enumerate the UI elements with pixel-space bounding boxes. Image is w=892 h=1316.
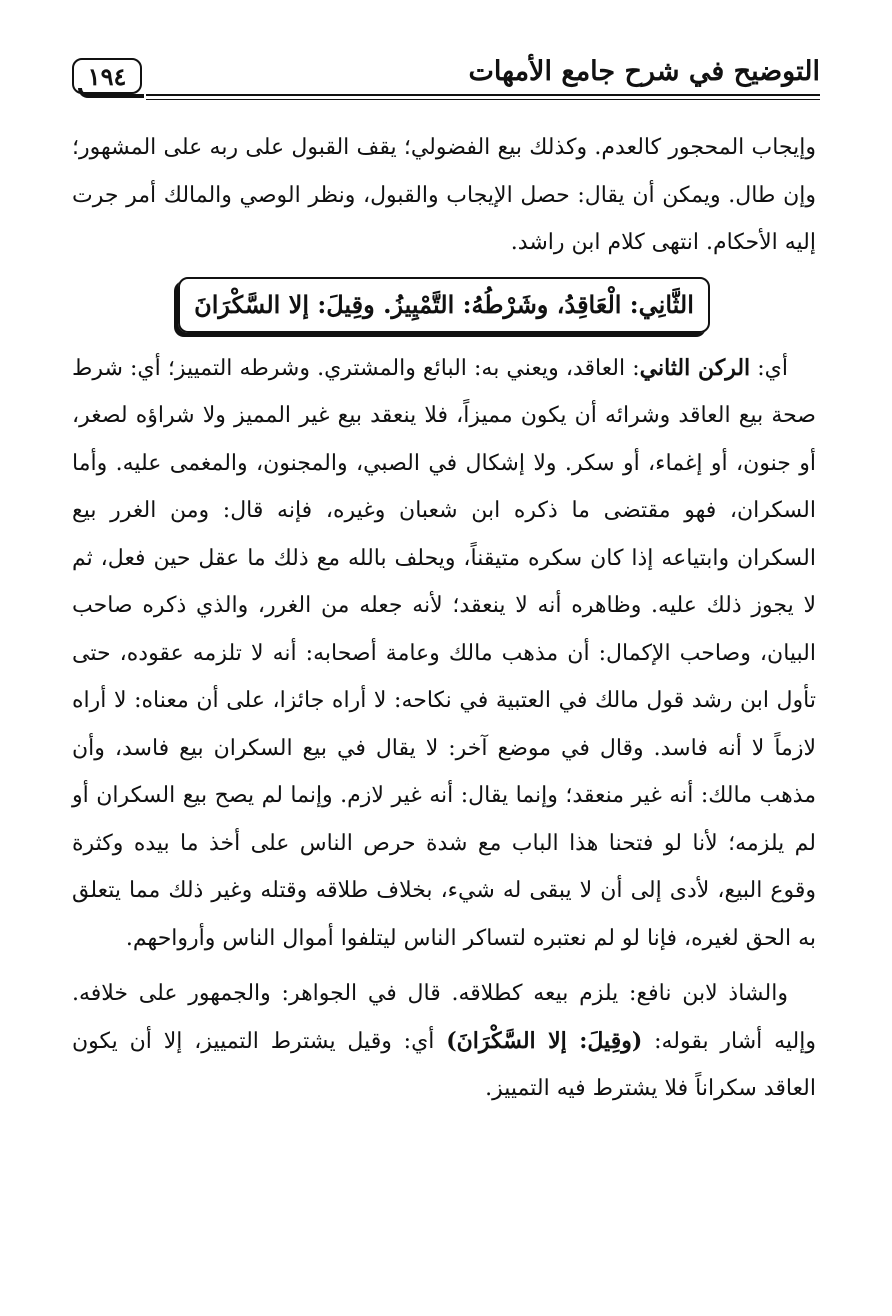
paragraph-3-b: أي: وقيل يشترط التمييز، إلا أن يكون العاقد سكراناً فلا يشترط فيه التمييز. — [72, 1028, 816, 1101]
paragraph-3-quote: (وقِيلَ: إلا السَّكْرَانَ) — [446, 1027, 643, 1054]
paragraph-3-a: والشاذ لابن نافع: يلزم بيعه كطلاقه. قال في الجواهر: والجمهور على خلافه. وإليه أشار بقوله: — [72, 981, 816, 1054]
book-title: التوضيح في شرح جامع الأمهات — [468, 56, 820, 87]
header-rule — [146, 94, 820, 96]
paragraph-2 — [72, 345, 816, 963]
matn-heading: الثَّانِي: الْعَاقِدُ، وشَرْطُهُ: التَّمْيِيزُ. وقِيلَ: إلا السَّكْرَانَ — [178, 277, 710, 333]
matn-container — [72, 277, 816, 333]
paragraph-1: وإيجاب المحجور كالعدم. وكذلك بيع الفضولي؛ يقف القبول على ربه على المشهور؛ وإن طال. ويمكن أن يقال: حصل الإيجاب والقبول، ونظر الوصي والمالك أمر جرت إليه الأحكام. انتهى كلام ابن راشد. — [72, 135, 816, 255]
page-content — [72, 124, 816, 1113]
page-number: ١٩٤ — [72, 58, 142, 94]
paragraph-2-lead: أي: — [750, 355, 788, 381]
header-rule-thin — [146, 99, 820, 100]
paragraph-2-bold: الركن الثاني — [639, 354, 751, 381]
paragraph-2-rest: : العاقد، ويعني به: البائع والمشتري. وشرطه التمييز؛ أي: شرط صحة بيع العاقد وشرائه أن يكون مميزاً، فلا ينعقد بيع غير المميز ولا شراؤه لصغر، أو جنون، أو إغماء، أو سكر. ولا إشكال في الصبي، والمجنون، والمغمى عليه. وأما السكران، فهو مقتضى ما ذكره ابن شعبان وغيره، فإنه قال: ومن الغرر بيع السكران وابتياعه إذا كان سكره متيقناً، ويحلف بالله مع ذلك ما عقل حين فعل، ثم لا يجوز ذلك عليه. وظاهره أنه لا ينعقد؛ لأنه جعله من الغرر، والذي ذكره صاحب البيان، وصاحب الإكمال: أن مذهب مالك وعامة أصحابه: أنه لا تلزمه عقوده، حتى تأول ابن رشد قول مالك في العتبية في نكاحه: لا أراه جائزا، على أن معناه: لا أراه لازماً لا أنه فاسد. وقال في موضع آخر: لا يقال في بيع السكران بيع فاسد، وأن مذهب مالك: أنه غير منعقد؛ وإنما يقال: أنه غير لازم. وإنما لم يصح بيع السكران أو لم يلزمه؛ لأنا لو فتحنا هذا الباب مع شدة حرص الناس على أخذ ما بيده وكثرة وقوع البيع، لأدى إلى أن لا يبقى له شيء، بخلاف طلاقه وقتله وغير ذلك مما يتعلق به الحق لغيره، فإنا لو لم نعتبره لتساكر الناس ليتلفوا أموال الناس وأرواحهم. — [72, 355, 816, 951]
paragraph-3 — [72, 970, 816, 1113]
page-header — [72, 50, 820, 108]
